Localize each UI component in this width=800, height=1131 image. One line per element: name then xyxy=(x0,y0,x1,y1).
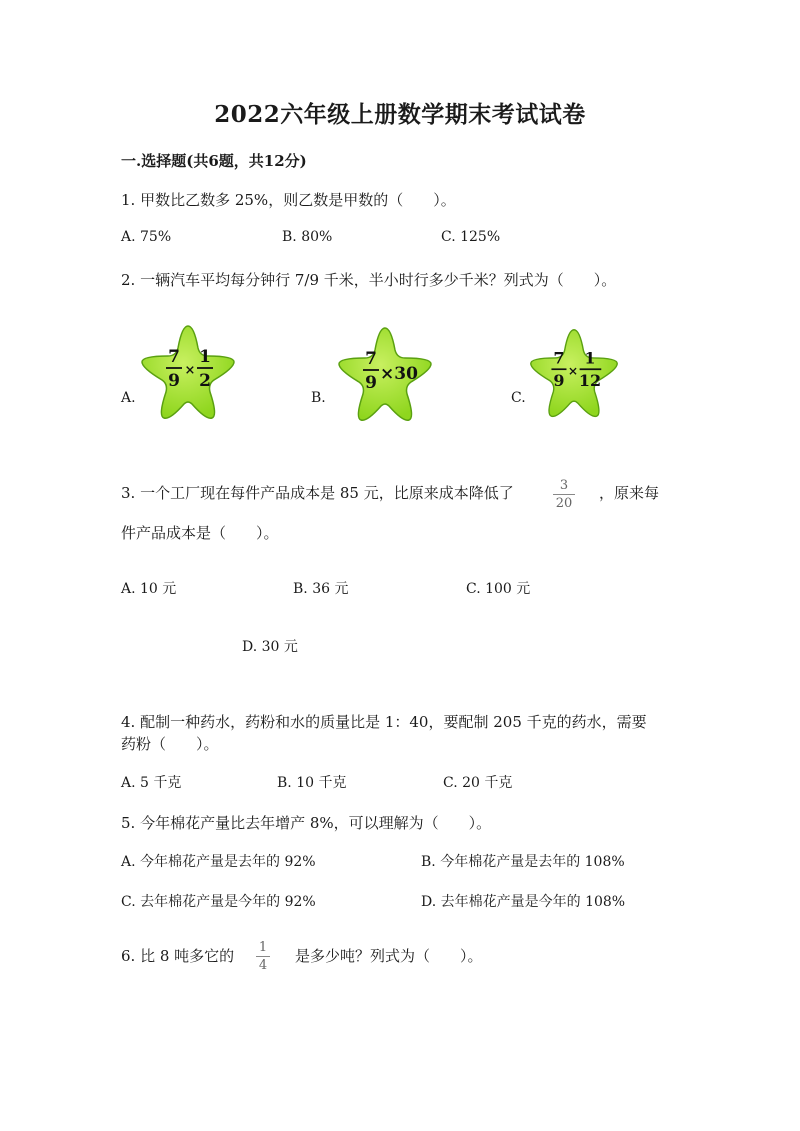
q1-option-c: C. 125% xyxy=(441,229,501,245)
q6-fraction-numerator: 1 xyxy=(258,940,268,955)
q4-option-c: C. 20 千克 xyxy=(443,775,513,791)
q5-option-a: A. 今年棉花产量是去年的 92% xyxy=(121,854,316,870)
q6-fraction-denominator: 4 xyxy=(258,958,268,973)
q3-fraction-numerator: 3 xyxy=(559,478,569,493)
question-4-line-2: 药粉（ ）。 xyxy=(121,735,219,753)
q2-a-numerator: 7 xyxy=(168,347,180,367)
q1-option-a: A. 75% xyxy=(121,229,172,245)
q3-option-d: D. 30 元 xyxy=(242,639,298,655)
q5-option-c: C. 去年棉花产量是今年的 92% xyxy=(121,894,316,910)
question-3-fraction xyxy=(553,478,575,511)
q2-b-denominator: 9 xyxy=(365,373,377,393)
question-3-part-b: ，原来每 xyxy=(599,484,660,502)
q3-option-a: A. 10 元 xyxy=(121,581,177,597)
question-4-line-1: 4. 配制一种药水，药粉和水的质量比是 1：40，要配制 205 千克的药水，需要 xyxy=(121,713,647,731)
q2-a-denominator: 9 xyxy=(168,371,180,391)
question-6-part-b: 是多少吨？列式为（ ）。 xyxy=(295,947,483,965)
q2-c-operator: × xyxy=(567,363,579,378)
q2-b-numerator: 7 xyxy=(365,349,377,369)
q3-option-b: B. 36 元 xyxy=(293,581,349,597)
question-6-part-a: 6. 比 8 吨多它的 xyxy=(121,947,235,965)
question-1: 1. 甲数比乙数多 25%，则乙数是甲数的（ ）。 xyxy=(121,191,456,209)
question-3-part-c: 件产品成本是（ ）。 xyxy=(121,524,279,542)
q2-a-operator: × xyxy=(184,363,196,378)
q5-option-b: B. 今年棉花产量是去年的 108% xyxy=(421,854,625,870)
q3-fraction-denominator: 20 xyxy=(555,496,573,511)
question-5: 5. 今年棉花产量比去年增产 8%，可以理解为（ ）。 xyxy=(121,814,492,832)
q2-option-a-star-graphic xyxy=(138,322,238,422)
section-heading: 一.选择题(共6题，共12分) xyxy=(121,152,307,170)
q1-option-b: B. 80% xyxy=(282,229,333,245)
question-6-fraction xyxy=(256,940,270,973)
q4-option-a: A. 5 千克 xyxy=(121,775,182,791)
q2-a-numerator-2: 1 xyxy=(199,347,211,367)
q3-option-c: C. 100 元 xyxy=(466,581,531,597)
q2-option-b-star-graphic xyxy=(335,324,435,424)
page-title: 2022六年级上册数学期末考试试卷 xyxy=(214,101,586,128)
q2-option-c-label: C. xyxy=(511,390,526,406)
q4-option-b: B. 10 千克 xyxy=(277,775,347,791)
question-2: 2. 一辆汽车平均每分钟行 7/9 千米，半小时行多少千米？列式为（ ）。 xyxy=(121,271,617,289)
q2-c-denominator-2: 12 xyxy=(578,371,602,391)
q2-option-a-label: A. xyxy=(121,390,136,406)
question-3-part-a: 3. 一个工厂现在每件产品成本是 85 元，比原来成本降低了 xyxy=(121,484,514,502)
q2-option-c-star-graphic xyxy=(527,326,621,420)
q5-option-d: D. 去年棉花产量是今年的 108% xyxy=(421,894,626,910)
q2-option-b-label: B. xyxy=(311,390,326,406)
q2-b-operator: ×30 xyxy=(380,364,418,384)
q2-c-numerator-2: 1 xyxy=(584,348,596,368)
q2-a-denominator-2: 2 xyxy=(199,371,211,391)
q2-c-denominator: 9 xyxy=(553,371,565,391)
q2-c-numerator: 7 xyxy=(553,348,565,368)
